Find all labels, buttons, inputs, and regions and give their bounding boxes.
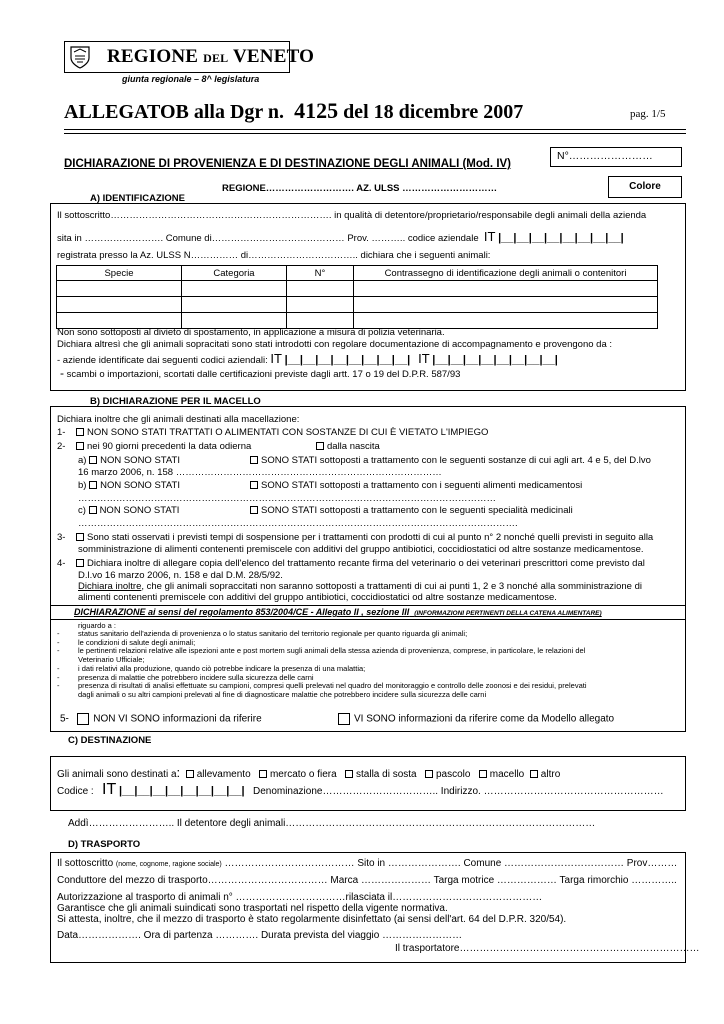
region-emblem-icon	[69, 45, 91, 69]
checkbox[interactable]	[76, 442, 84, 450]
section-b-label: B) DICHIARAZIONE PER IL MACELLO	[90, 396, 261, 407]
item-5: 5- NON VI SONO informazioni da riferire	[60, 713, 262, 725]
trasporto-sottoscritto: Il sottoscritto (nome, cognome, ragione sociale) ………………………………… Sito in …………………. Comune ……………………………… Prov………	[57, 858, 678, 869]
item-2a-right: SONO STATI sottoposti a trattamento con le seguenti sostanze di cui agli art. 4 e 5, del D.lvo	[250, 455, 651, 466]
attesta-line: Si attesta, inoltre, che il mezzo di trasporto è stato regolarmente disinfettato (ai sensi dell'art. 64 del D.P.R. 320/54).	[57, 914, 567, 925]
data-ora-line[interactable]: Data………………. Ora di partenza …………. Durata prevista del viaggio ……………………	[57, 930, 463, 941]
checkbox[interactable]	[259, 770, 267, 778]
list-item: - presenza di malattie che potrebbero incidere sulla sicurezza delle carni	[57, 672, 314, 682]
addi-line[interactable]: Addì…………………….. Il detentore degli animali…………………………………………………………………………………	[68, 818, 596, 829]
table-header-row	[57, 266, 658, 281]
checkbox[interactable]	[338, 713, 350, 725]
bullet-list	[57, 630, 682, 700]
checkbox[interactable]	[316, 442, 324, 450]
form-number-field[interactable]: N°……………………	[550, 147, 682, 167]
item-3-line2: somministrazione di alimenti contenenti premiscele con additivi del gruppo antibiotici, coccidiostatici od altre sostanze medicamentose.	[78, 544, 644, 555]
table-row[interactable]	[57, 297, 658, 313]
colore-box: Colore	[608, 176, 682, 198]
item-2c-right: SONO STATI sottoposti a trattamento con le seguenti specialità medicinali	[250, 505, 573, 516]
item-2b-right: SONO STATI sottoposti a trattamento con i seguenti alimenti medicamentosi	[250, 480, 582, 491]
checkbox[interactable]	[250, 481, 258, 489]
allegato-title: ALLEGATOB alla Dgr n. 4125 del 18 dicembre 2007	[64, 98, 524, 123]
item-2a-left: a) NON SONO STATI	[78, 455, 180, 466]
item-2-nascita: dalla nascita	[316, 441, 380, 452]
garantisce-line: Garantisce che gli animali suindicati sono trasportati nel rispetto della vigente normativa.	[57, 903, 448, 914]
checkbox[interactable]	[77, 713, 89, 725]
item-2b-cont[interactable]: ……………………………………………………………………………………………………………………	[78, 493, 496, 504]
note-divieto: Non sono sottoposti al divieto di spostamento, in applicazione a misura di polizia veterinaria.	[57, 327, 445, 338]
item-2c-cont[interactable]: ………………………………………………………………………………………………………………………….	[78, 518, 518, 529]
checkbox[interactable]	[530, 770, 538, 778]
form-title: DICHIARAZIONE DI PROVENIENZA E DI DESTINAZIONE DEGLI ANIMALI (Mod. IV)	[64, 158, 512, 170]
item-2: 2- nei 90 giorni precedenti la data odierna	[57, 441, 252, 452]
table-row[interactable]	[57, 281, 658, 297]
checkbox[interactable]	[89, 481, 97, 489]
item-4-line3: Dichiara inoltre, che gli animali sopraccitati non saranno sottoposti a trattamenti di cui ai punti 1, 2 e 3 nonché alla somministrazione di	[78, 581, 642, 592]
reg-853-title: DICHIARAZIONE ai sensi del regolamento 853/2004/CE - Allegato II , sezione III (INFORMAZIONI PERTINENTI DELLA CATENA ALIMENTARE)	[74, 607, 602, 617]
list-item: dagli animali o su altri campioni prelevati al fine di diagnosticare malattie che potrebbero incidere sulla sicurezza delle carni	[78, 689, 487, 699]
note-scambi: - scambi o importazioni, scortati dalle certificazioni previste dagli artt. 17 o 19 del D.P.R. 587/93	[60, 366, 461, 380]
checkbox[interactable]	[250, 456, 258, 464]
item-4-line4: alimenti contenenti premiscele con additivi del gruppo antibiotici, coccidiostatici od altre sostanze medicamentose.	[78, 592, 557, 603]
note-dichiara: Dichiara altresì che gli animali sopracitati sono stati introdotti con regolare documentazione di accompagnamento e provengono da :	[57, 339, 613, 350]
table-header-cell: Categoria	[182, 266, 287, 281]
checkbox[interactable]	[76, 533, 84, 541]
checkbox[interactable]	[186, 770, 194, 778]
divider	[50, 619, 686, 620]
table-header-cell: Specie	[57, 266, 182, 281]
autorizzazione-line[interactable]: Autorizzazione al trasporto di animali n° ……………………………rilasciata il………………………………………	[57, 892, 543, 903]
header-divider	[64, 129, 686, 134]
list-item: - le pertinenti relazioni relative alle ispezioni ante e post mortem sugli animali della stessa azienda di provenienza, comprese, in particolare, le relazioni del	[57, 646, 586, 656]
codice-line: Codice : IT |__|__|__|__|__|__|__|__| Denominazione…………………………….. Indirizzo. ………………………………………………	[57, 781, 664, 798]
list-item: - presenza di risultati di analisi effettuate su campioni, compresi quelli prelevati nel quadro del monitoraggio e controllo delle zoonosi e dei residui, prelevati	[57, 681, 587, 691]
checkbox[interactable]	[76, 559, 84, 567]
logo-wordmark: REGIONE DEL VENETO	[107, 46, 315, 67]
region-logo	[64, 41, 315, 73]
list-item: Veterinario Ufficiale;	[78, 655, 145, 665]
item-4: 4- Dichiara inoltre di allegare copia dell'elenco del trattamento recante firma del veterinario o dei veterinari prescrittori come previsto dal	[57, 558, 645, 569]
checkbox[interactable]	[89, 456, 97, 464]
item-1: 1- NON SONO STATI TRATTATI O ALIMENTATI CON SOSTANZE DI CUI È VIETATO L'IMPIEGO	[57, 427, 489, 438]
section-a-label: A) IDENTIFICAZIONE	[90, 193, 185, 204]
divider	[50, 605, 686, 606]
section-d-label: D) TRASPORTO	[68, 839, 141, 850]
checkbox[interactable]	[345, 770, 353, 778]
destination-options: Gli animali sono destinati a: allevamento mercato o fiera stalla di sosta pascolo macello altro	[57, 765, 561, 780]
item-4-line2: D.l.vo 16 marzo 2006, n. 158 e dal D.M. 28/5/92.	[78, 570, 283, 581]
sottoscritto-line: Il sottoscritto……………………………………………………………. in qualità di detentore/proprietario/responsabile degli animali della azienda	[57, 210, 647, 221]
trasportatore-line[interactable]: Il trasportatore………………………………………………………………	[395, 943, 700, 954]
checkbox[interactable]	[250, 506, 258, 514]
registrata-line: registrata presso la Az. ULSS N…………… di…………………………….. dichiara che i seguenti animali:	[57, 250, 491, 261]
checkbox[interactable]	[89, 506, 97, 514]
checkbox[interactable]	[425, 770, 433, 778]
table-header-cell: Contrassegno di identificazione degli animali o contenitori	[354, 266, 658, 281]
table-header-cell: N°	[287, 266, 354, 281]
list-item: - status sanitario dell'azienda di provenienza o lo status sanitario del territorio regionale per quanto riguarda gli animali;	[57, 629, 468, 638]
page-number: pag. 1/5	[630, 108, 666, 120]
item-2c-left: c) NON SONO STATI	[78, 505, 180, 516]
list-item: - i dati relativi alla produzione, quando ciò potrebbe indicare la presenza di una malattia;	[57, 663, 366, 673]
item-2a-cont[interactable]: 16 marzo 2006, n. 158 …………………………………………………………………………	[78, 467, 442, 478]
item-3: 3- Sono stati osservati i previsti tempi di sospensione per i trattamenti con prodotti di cui al punto n° 2 nonché quelli previsti in seguito alla	[57, 532, 654, 543]
item-5-vi-sono: VI SONO informazioni da riferire come da Modello allegato	[338, 713, 614, 725]
section-b-intro: Dichiara inoltre che gli animali destinati alla macellazione:	[57, 414, 300, 425]
checkbox[interactable]	[479, 770, 487, 778]
animals-table	[56, 265, 658, 329]
note-aziende: - aziende identificate dai seguenti codici aziendali: IT |__|__|__|__|__|__|__|__| IT |__|__|__|__|__|__|__|__|	[57, 351, 558, 366]
section-c-label: C) DESTINAZIONE	[68, 735, 152, 746]
regione-ulss-line: REGIONE………………………. AZ. ULSS …………………………	[222, 183, 498, 194]
checkbox[interactable]	[76, 428, 84, 436]
giunta-subtitle: giunta regionale – 8^ legislatura	[122, 74, 260, 84]
sita-in-line: sita in ……………………. Comune di…………………………………… Prov. ……….. codice aziendale IT |__|__|__|__|__|__|__|__|	[57, 229, 624, 244]
item-2b-left: b) NON SONO STATI	[78, 480, 180, 491]
conduttore-line[interactable]: Conduttore del mezzo di trasporto……………………………… Marca ………………… Targa motrice ……………… Targa rimorchio …………..	[57, 875, 677, 886]
list-item: - le condizioni di salute degli animali;	[57, 637, 196, 647]
riguardo: riguardo a :	[78, 621, 116, 630]
